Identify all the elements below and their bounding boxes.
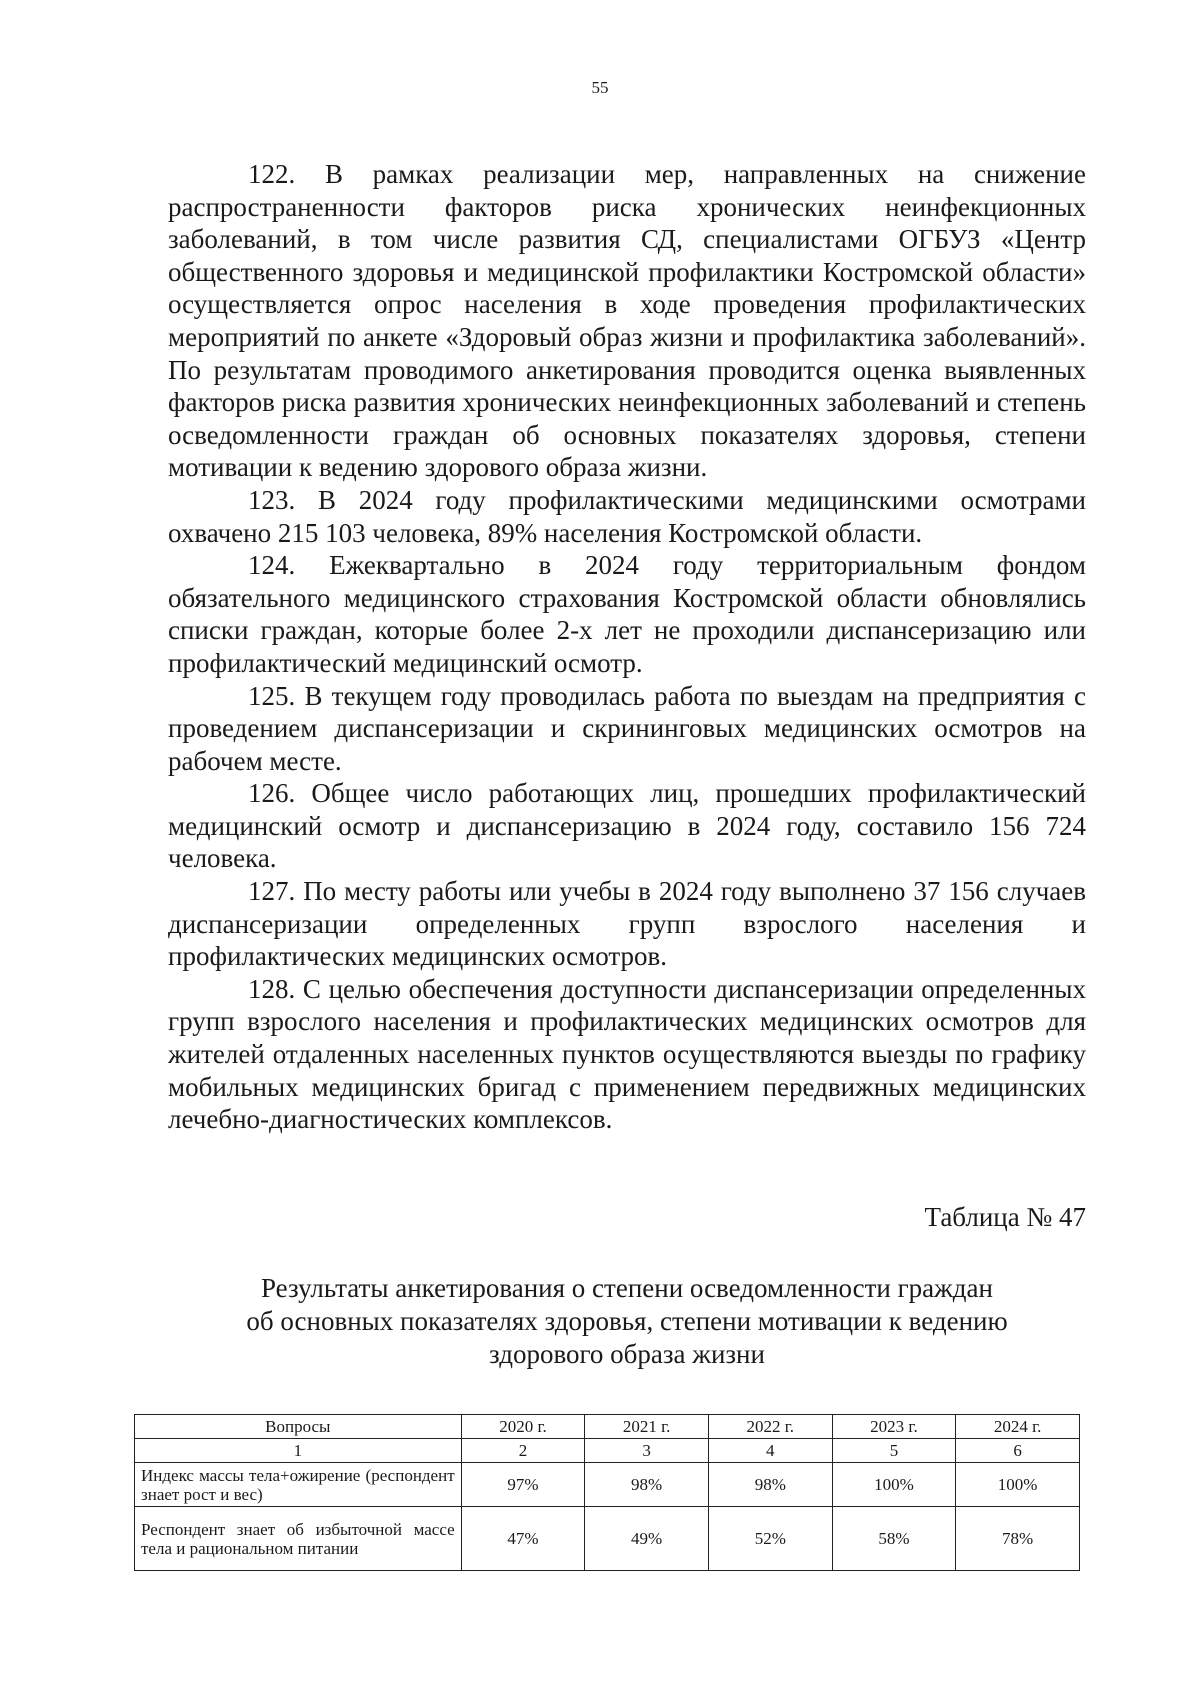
paragraph-128: 128. С целью обеспечения доступности диспансеризации определенных групп взрослого населения и профилактических медицинских осмотров для жителей отдаленных населенных пунктов осуществляются выезды по графику мобильных медицинских бригад с применением передвижных медицинских лечебно-диагностических комплексов. [168, 973, 1086, 1135]
header-cell: 2024 г. [956, 1415, 1080, 1439]
value-cell: 98% [708, 1463, 832, 1507]
body-text [168, 158, 1086, 1136]
table-row [135, 1463, 1080, 1507]
value-cell: 78% [956, 1507, 1080, 1571]
header-cell: 2022 г. [708, 1415, 832, 1439]
header-cell: Вопросы [135, 1415, 462, 1439]
header-cell: 2023 г. [832, 1415, 956, 1439]
column-number-cell: 4 [708, 1439, 832, 1463]
value-cell: 49% [585, 1507, 709, 1571]
paragraph-127: 127. По месту работы или учебы в 2024 году выполнено 37 156 случаев диспансеризации определенных групп взрослого населения и профилактических медицинских осмотров. [168, 876, 1086, 972]
paragraph-125: 125. В текущем году проводилась работа по выездам на предприятия с проведением диспансеризации и скрининговых медицинских осмотров на рабочем месте. [168, 680, 1086, 776]
header-cell: 2021 г. [585, 1415, 709, 1439]
paragraph-124: 124. Ежеквартально в 2024 году территориальным фондом обязательного медицинского страхования Костромской области обновлялись списки граждан, которые более 2-х лет не проходили диспансеризацию или профилактический медицинский осмотр. [168, 550, 1086, 678]
paragraph-123: 123. В 2024 году профилактическими медицинскими осмотрами охвачено 215 103 человека, 89% населения Костромской области. [168, 484, 1086, 548]
column-number-cell: 1 [135, 1439, 462, 1463]
page-number: 55 [591, 78, 609, 97]
table-column-number-row [135, 1439, 1080, 1463]
header-cell: 2020 г. [461, 1415, 585, 1439]
value-cell: 47% [461, 1507, 585, 1571]
value-cell: 100% [832, 1463, 956, 1507]
survey-results-table [134, 1414, 1080, 1571]
column-number-cell: 5 [832, 1439, 956, 1463]
paragraph-126: 126. Общее число работающих лиц, прошедших профилактический медицинский осмотр и диспансеризацию в 2024 году, составило 156 724 человека. [168, 778, 1086, 874]
table-row [135, 1507, 1080, 1571]
table-caption: Таблица № 47 [924, 1202, 1086, 1232]
column-number-cell: 6 [956, 1439, 1080, 1463]
value-cell: 97% [461, 1463, 585, 1507]
question-cell: Респондент знает об избыточной массе тела и рациональном питании [135, 1507, 462, 1571]
table-header-row [135, 1415, 1080, 1439]
value-cell: 100% [956, 1463, 1080, 1507]
column-number-cell: 3 [585, 1439, 709, 1463]
table-title-line: Результаты анкетирования о степени осведомленности граждан [261, 1273, 993, 1303]
table-title-line: об основных показателях здоровья, степени мотивации к ведению [246, 1306, 1008, 1336]
value-cell: 52% [708, 1507, 832, 1571]
table-title [168, 1272, 1086, 1371]
value-cell: 58% [832, 1507, 956, 1571]
table-title-line: здорового образа жизни [489, 1339, 765, 1369]
column-number-cell: 2 [461, 1439, 585, 1463]
question-cell: Индекс массы тела+ожирение (респондент знает рост и вес) [135, 1463, 462, 1507]
paragraph-122: 122. В рамках реализации мер, направленных на снижение распространенности факторов риска хронических неинфекционных заболеваний, в том числе развития СД, специалистами ОГБУЗ «Центр общественного здоровья и медицинской профилактики Костромской области» осуществляется опрос населения в ходе проведения профилактических мероприятий по анкете «Здоровый образ жизни и профилактика заболеваний». По результатам проводимого анкетирования проводится оценка выявленных факторов риска развития хронических неинфекционных заболеваний и степень осведомленности граждан об основных показателях здоровья, степени мотивации к ведению здорового образа жизни. [168, 159, 1086, 483]
value-cell: 98% [585, 1463, 709, 1507]
